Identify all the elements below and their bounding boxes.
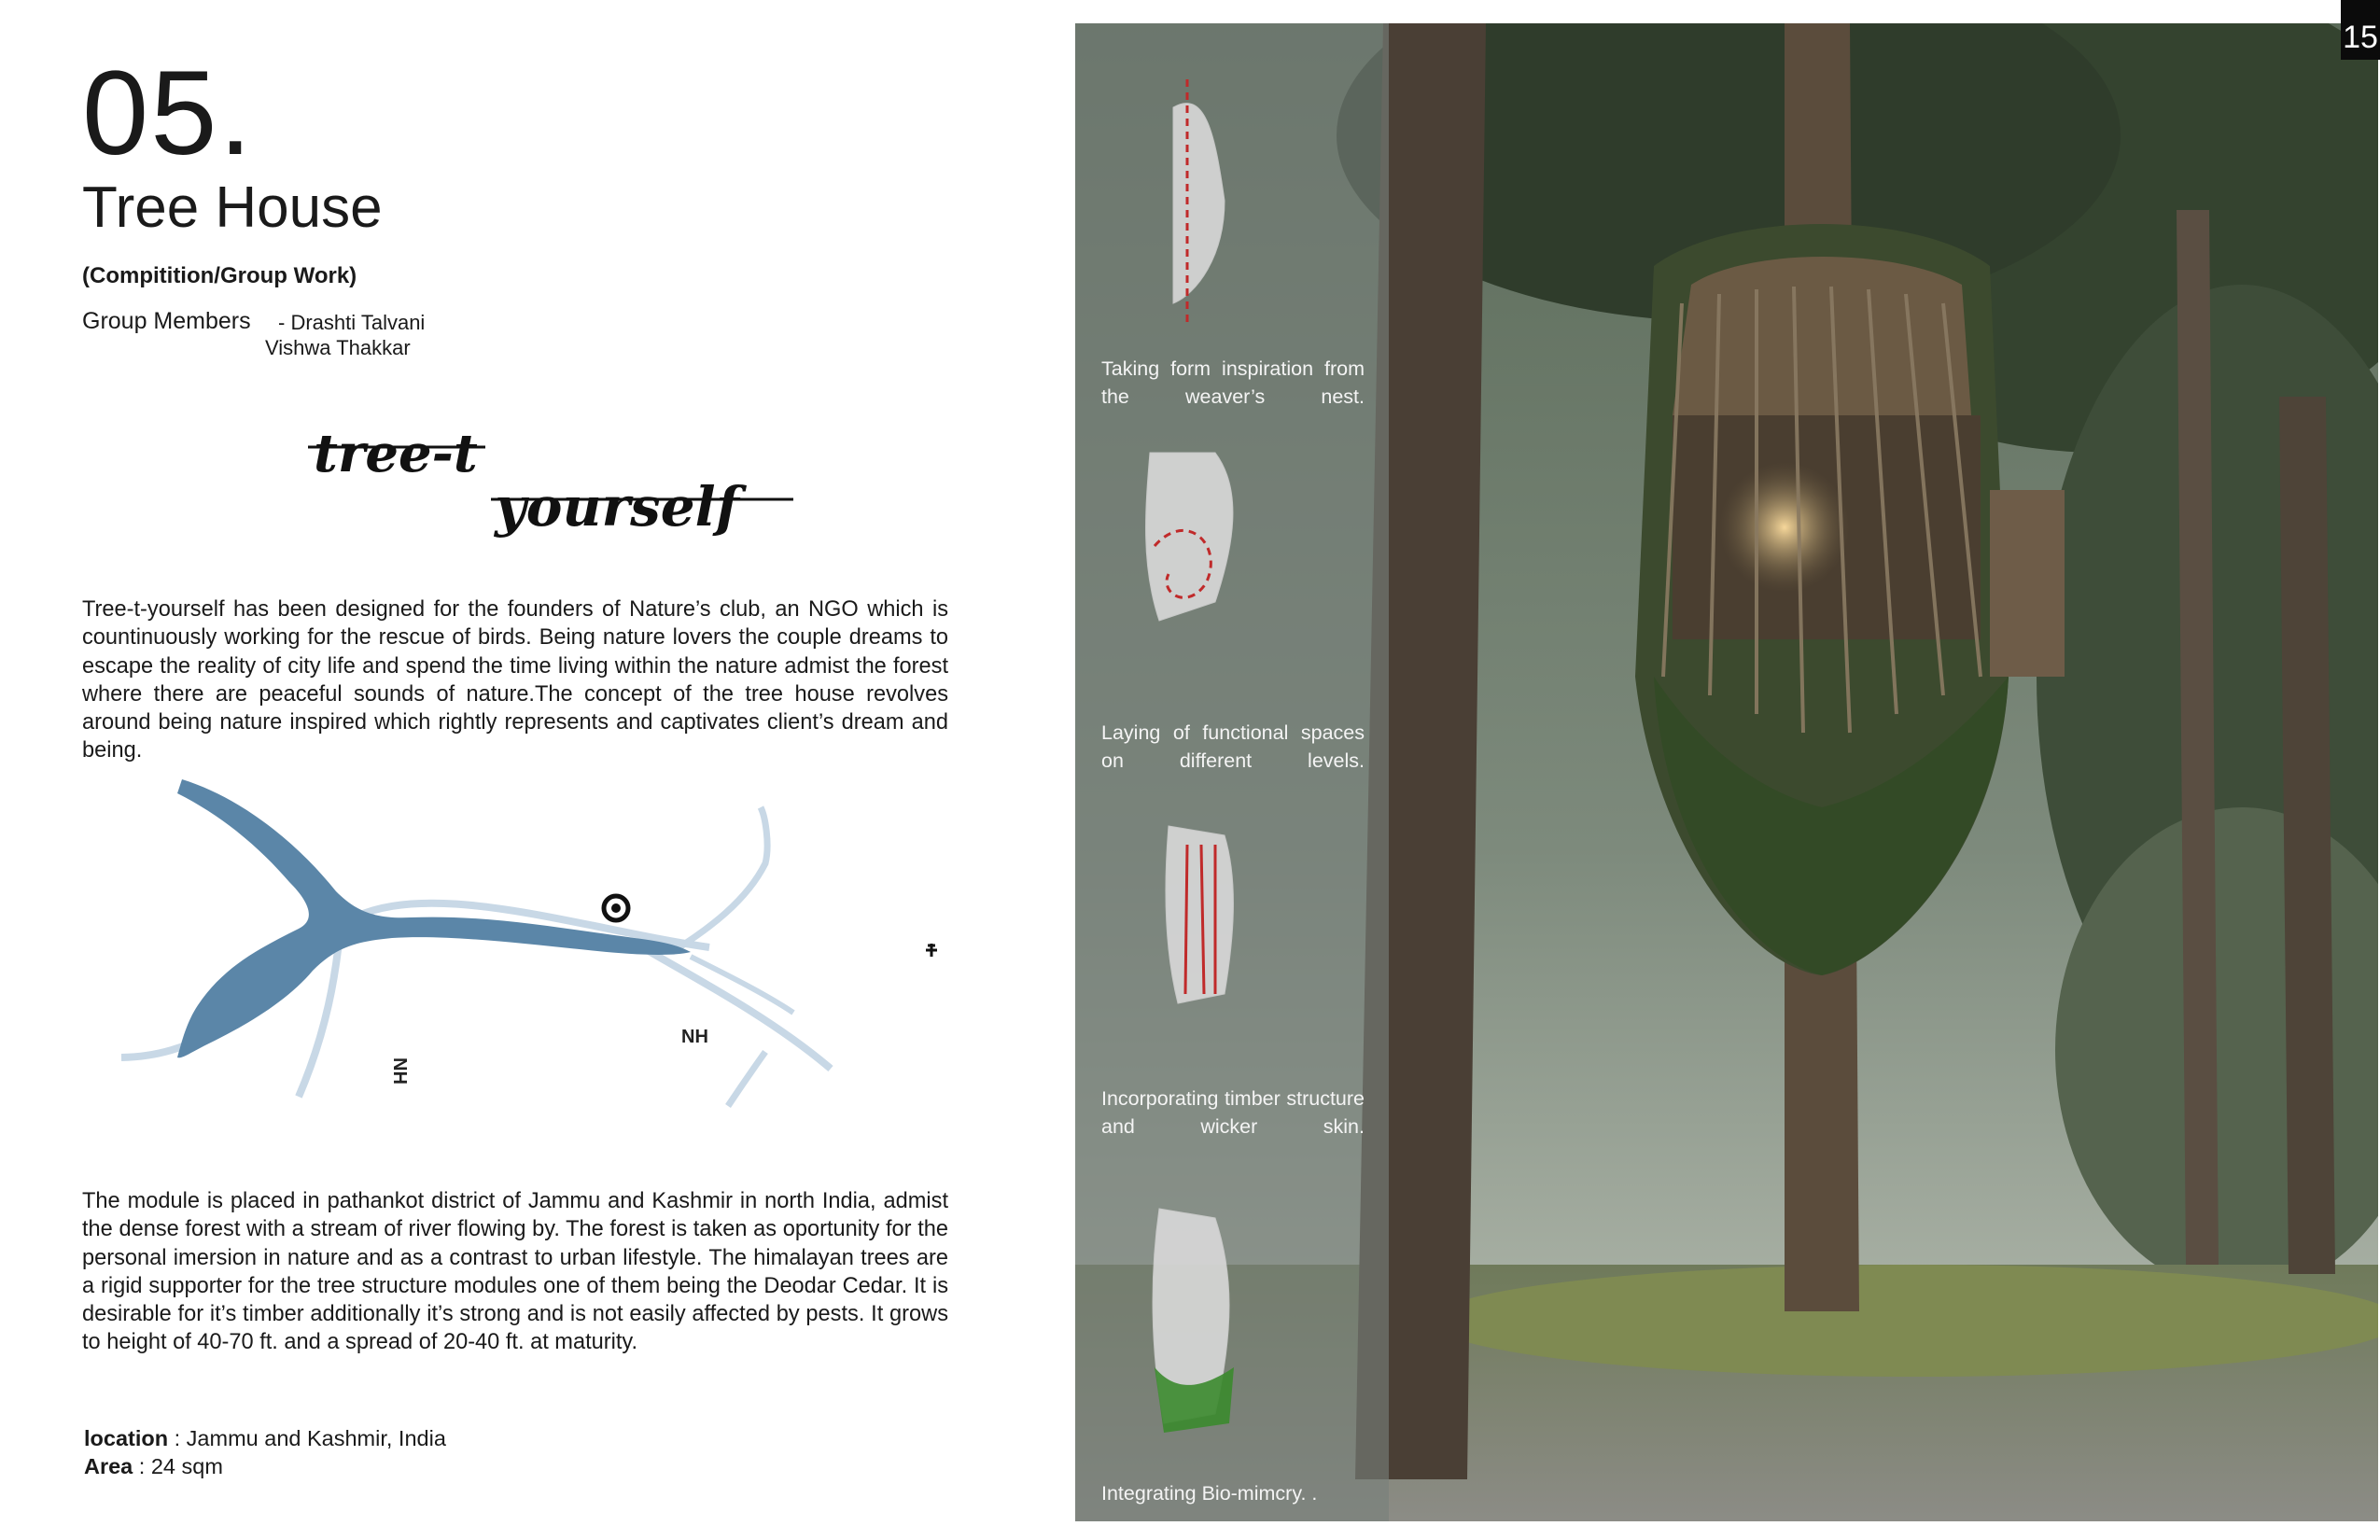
caption-3: Incorporating timber structure and wicker skin. bbox=[1101, 1087, 1365, 1138]
project-number: 05. bbox=[82, 47, 254, 180]
project-subtitle: (Compitition/Group Work) bbox=[82, 263, 357, 288]
site-map bbox=[112, 761, 989, 1115]
member-1: - Drashti Talvani bbox=[278, 311, 426, 334]
page-number: 15 bbox=[2341, 0, 2380, 60]
tree-t-yourself-logo bbox=[308, 425, 793, 555]
road-label-2: NH bbox=[681, 1027, 708, 1047]
area-line: Area : 24 sqm bbox=[84, 1454, 223, 1478]
members-label: Group Members bbox=[82, 308, 251, 334]
text-column bbox=[0, 0, 1045, 1540]
location-line: location : Jammu and Kashmir, India bbox=[84, 1426, 446, 1450]
site-paragraph: The module is placed in pathankot district of Jammu and Kashmir in north India, admist the dense forest with a stream of river flowing by. The forest is taken as oportunity for the personal imersion in nature and as a contrast to urban lifestyle. The himalayan trees are a rigid supporter for the tree structure modules one of them being the Deodar Cedar. It is desirable for it’s timber additionally it’s strong and is not easily affected by pests. It grows to height of 40-70 ft. and a spread of 20-40 ft. at maturity. bbox=[82, 1189, 948, 1355]
project-title: Tree House bbox=[82, 175, 383, 240]
caption-4: Integrating Bio-mimcry. . bbox=[1101, 1482, 1318, 1505]
road-label-1: NH bbox=[389, 1057, 410, 1085]
caption-2: Laying of functional spaces on different levels. bbox=[1101, 721, 1365, 772]
caption-1: Taking form inspiration from the weaver’s nest. bbox=[1101, 357, 1365, 408]
svg-text:yourself: yourself bbox=[495, 475, 739, 539]
member-2: Vishwa Thakkar bbox=[265, 336, 411, 359]
description-paragraph: Tree-t-yourself has been designed for the founders of Nature’s club, an NGO which is countinuously working for the rescue of birds. Being nature lovers the couple dreams to escape the reality of city life and spend the time living within the nature admist the forest where there are peaceful sounds of nature.The concept of the tree house revolves around being nature inspired which rightly represents and captivates client’s dream and being. bbox=[82, 597, 948, 763]
svg-text:tree-t: tree-t bbox=[314, 425, 478, 484]
